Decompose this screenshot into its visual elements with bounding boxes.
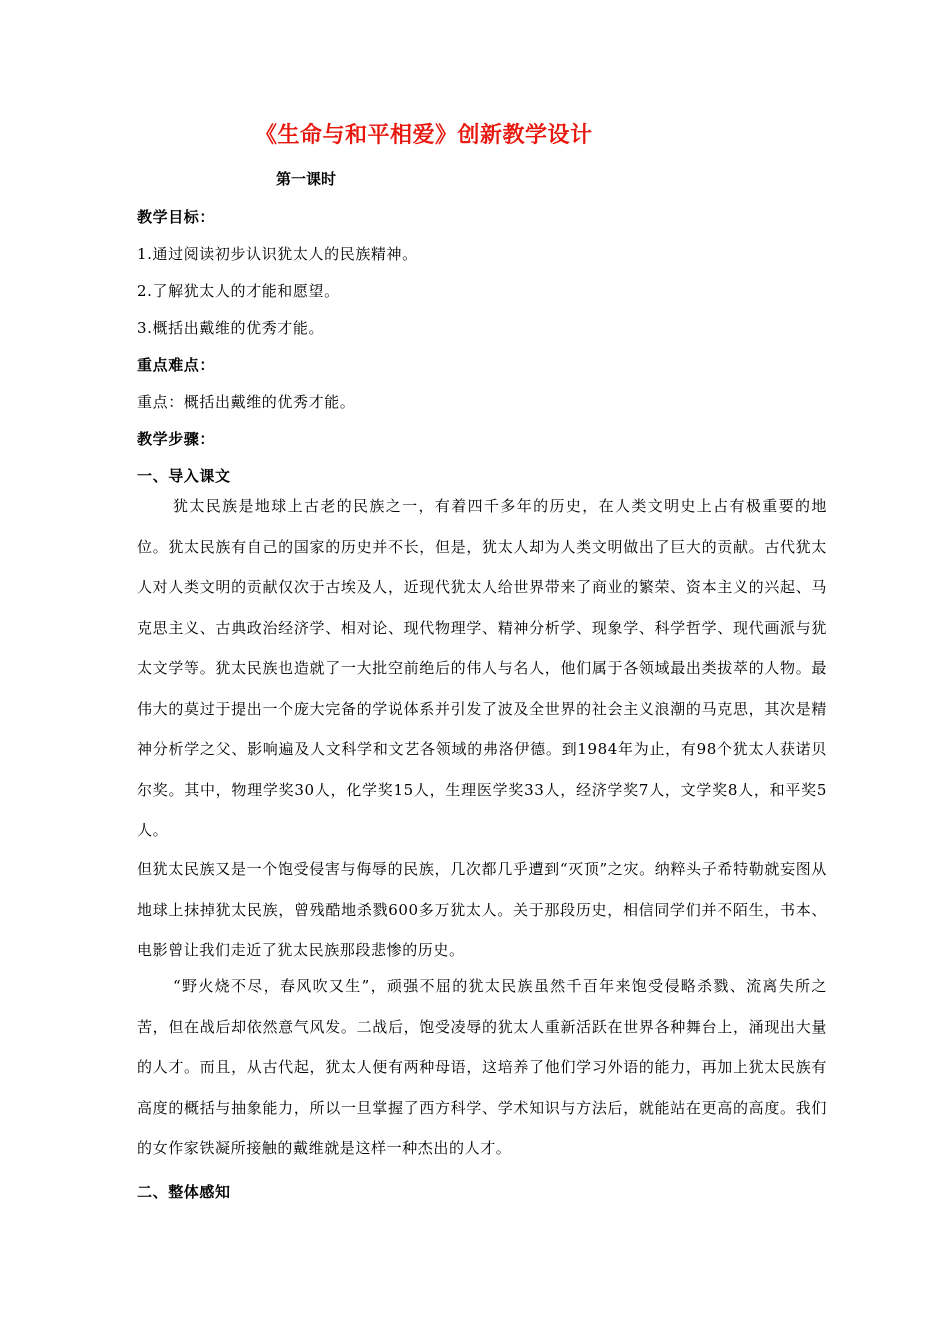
paragraph: 但犹太民族又是一个饱受侵害与侮辱的民族，几次都几乎遭到“灭顶”之灾。纳粹头子希特勒就妄图从地球上抹掉犹太民族，曾残酷地杀戮600多万犹太人。关于那段历史，相信同学们并不陌生，书本、电影曾让我们走近了犹太民族那段悲惨的历史。 xyxy=(137,860,827,959)
paragraph: 犹太民族是地球上古老的民族之一，有着四千多年的历史，在人类文明史上占有极重要的地位。犹太民族有自己的国家的历史并不长，但是，犹太人却为人类文明做出了巨大的贡献。古代犹太人对人类文明的贡献仅次于古埃及人，近现代犹太人给世界带来了商业的繁荣、资本主义的兴起、马克思主义、古典政治经济学、相对论、现代物理学、精神分析学、现象学、科学哲学、现代画派与犹太文学等。犹太民族也造就了一大批空前绝后的伟人与名人，他们属于各领域最出类拔萃的人物。最伟大的莫过于提出一个庞大完备的学说体系并引发了波及全世界的社会主义浪潮的马克思，其次是精神分析学之父、影响遍及人文科学和文艺各领域的弗洛伊德。到1984年为止，有98个犹太人获诺贝尔奖。其中，物理学奖30人，化学奖15人，生理医学奖33人，经济学奖7人，文学奖8人，和平奖5人。 xyxy=(137,497,827,839)
objective-item: 1.通过阅读初步认识犹太人的民族精神。 xyxy=(137,245,418,263)
document-title: 《生命与和平相爱》创新教学设计 xyxy=(255,123,593,148)
objectives-heading: 教学目标： xyxy=(137,208,216,226)
key-point-text: 重点：概括出戴维的优秀才能。 xyxy=(137,393,356,411)
paragraph: “野火烧不尽，春风吹又生”，顽强不屈的犹太民族虽然千百年来饱受侵略杀戮、流离失所之苦，但在战后却依然意气风发。二战后，饱受凌辱的犹太人重新活跃在世界各种舞台上，涌现出大量的人才。而且，从古代起，犹太人便有两种母语，这培养了他们学习外语的能力，再加上犹太民族有高度的概括与抽象能力，所以一旦掌握了西方科学、学术知识与方法后，就能站在更高的高度。我们的女作家铁凝所接触的戴维就是这样一种杰出的人才。 xyxy=(137,977,827,1157)
steps-heading: 教学步骤： xyxy=(137,430,216,448)
objective-item: 2.了解犹太人的才能和愿望。 xyxy=(137,282,340,300)
key-points-heading: 重点难点： xyxy=(137,356,216,374)
section-heading: 二、整体感知 xyxy=(137,1183,231,1201)
section-heading: 一、导入课文 xyxy=(137,467,231,485)
document-subtitle: 第一课时 xyxy=(276,170,337,188)
objective-item: 3.概括出戴维的优秀才能。 xyxy=(137,319,325,337)
